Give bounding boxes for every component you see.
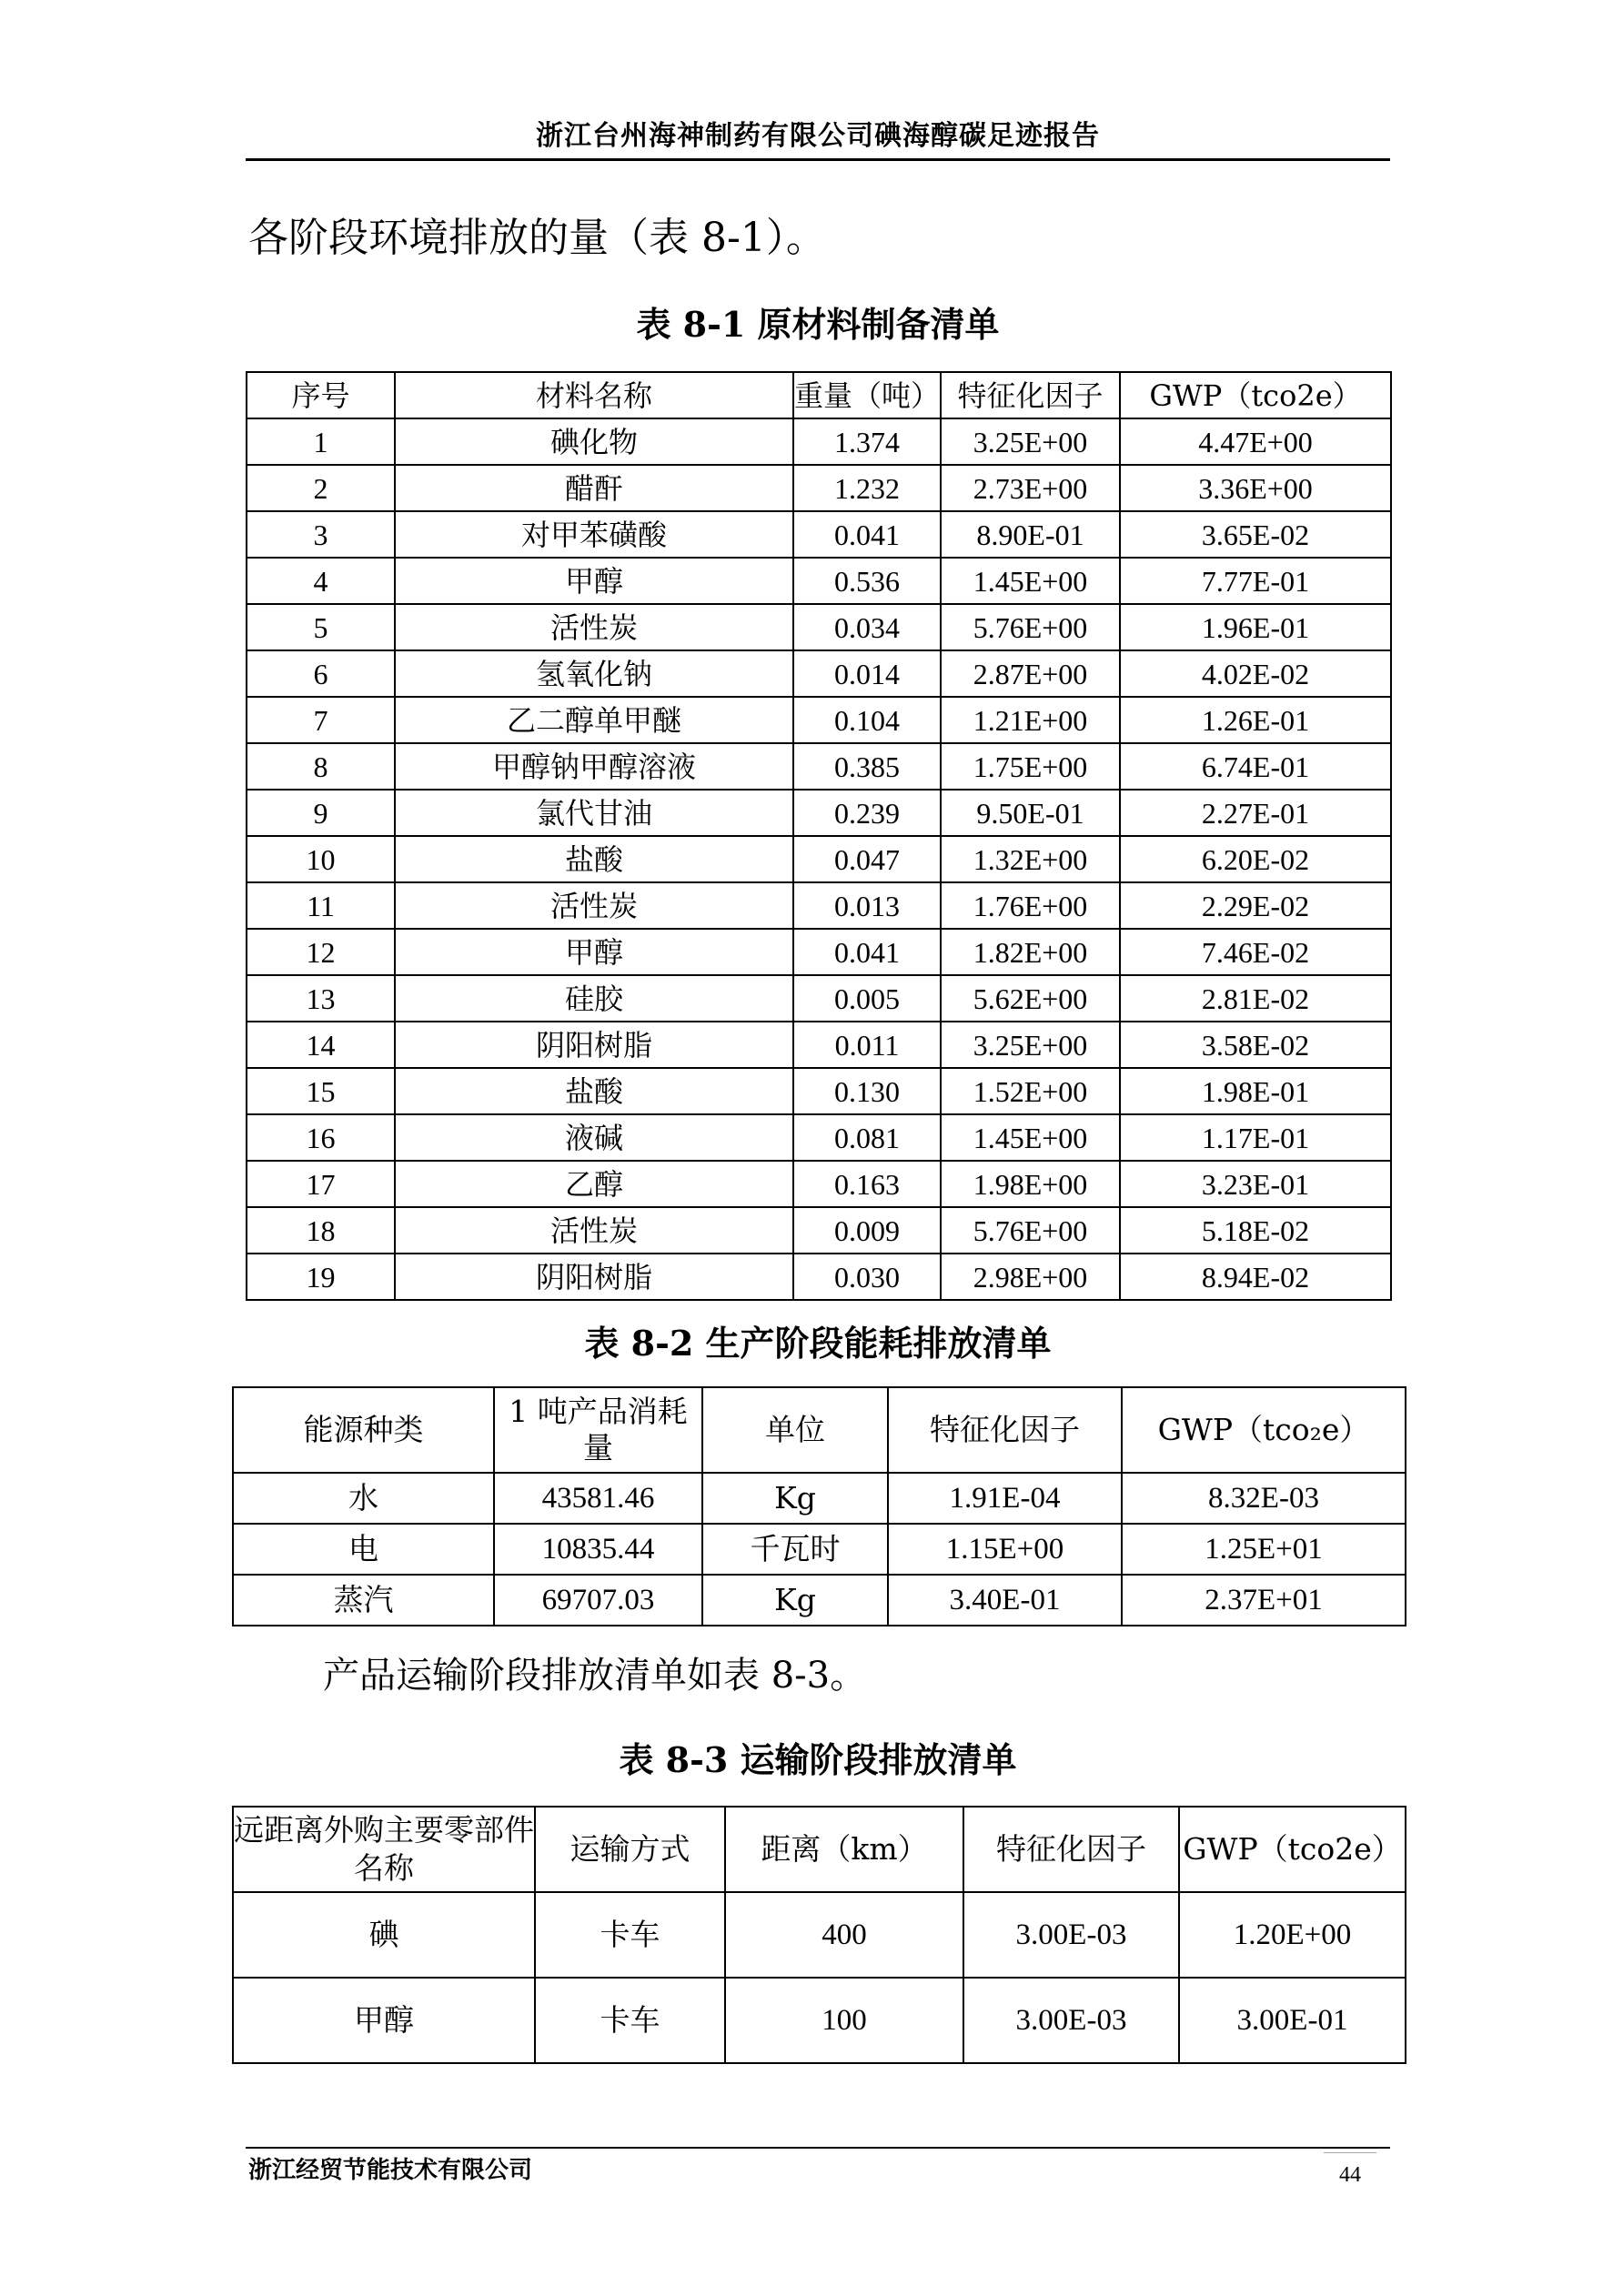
table-row [247,1161,1391,1207]
table-cell: 对甲苯磺酸 [395,511,793,558]
table-cell: 活性炭 [395,604,793,650]
table-cell: 10 [247,836,395,882]
table-cell: 6 [247,650,395,697]
table-cell: 2.29E-02 [1120,882,1391,929]
table-cell: 0.104 [793,697,941,743]
table-cell: 8.32E-03 [1122,1473,1406,1524]
table-cell: 碘化物 [395,418,793,465]
table-cell: 1.374 [793,418,941,465]
table-row [247,418,1391,465]
col-header-part-name: 远距离外购主要零部件名称 [233,1807,535,1892]
table-cell: 10835.44 [494,1524,702,1575]
table-row [247,975,1391,1022]
col-header-unit: 单位 [702,1387,888,1473]
table-cell: Kg [702,1575,888,1626]
table-cell: 9.50E-01 [941,790,1120,836]
table-header-row [233,1807,1406,1892]
header-rule [246,158,1390,161]
energy-consumption-table [232,1386,1406,1626]
table-cell: 醋酐 [395,465,793,511]
col-header-factor: 特征化因子 [963,1807,1179,1892]
table-row [247,743,1391,790]
table-cell: 2.87E+00 [941,650,1120,697]
table-cell: 1.20E+00 [1179,1892,1406,1978]
table-cell: 0.005 [793,975,941,1022]
table-cell: 1.17E-01 [1120,1114,1391,1161]
col-header-transport-mode: 运输方式 [535,1807,725,1892]
table-cell: 8.90E-01 [941,511,1120,558]
page-number: 44 [1339,2163,1361,2187]
table-cell: 1.25E+01 [1122,1524,1406,1575]
table-cell: 乙二醇单甲醚 [395,697,793,743]
table-cell: 2.27E-01 [1120,790,1391,836]
col-header-factor: 特征化因子 [941,372,1120,418]
table-cell: 1.96E-01 [1120,604,1391,650]
table-cell: 0.536 [793,558,941,604]
table-cell: 1.98E+00 [941,1161,1120,1207]
table-cell: 18 [247,1207,395,1254]
table-cell: 0.011 [793,1022,941,1068]
page-header-title: 浙江台州海神制药有限公司碘海醇碳足迹报告 [536,120,1100,152]
table-row [233,1978,1406,2063]
table-cell: 100 [725,1978,963,2063]
table-cell: 5.76E+00 [941,604,1120,650]
table-cell: 氯代甘油 [395,790,793,836]
footer-company: 浙江经贸节能技术有限公司 [248,2157,533,2184]
table-cell: 1.76E+00 [941,882,1120,929]
table-cell: 电 [233,1524,494,1575]
table-cell: 甲醇 [395,558,793,604]
raw-material-table [246,371,1392,1301]
table-row [233,1473,1406,1524]
table-cell: 0.081 [793,1114,941,1161]
col-header-gwp: GWP（tco2e） [1179,1807,1406,1892]
table-cell: 盐酸 [395,1068,793,1114]
table-cell: 3.58E-02 [1120,1022,1391,1068]
table-row [247,929,1391,975]
table-cell: 3.40E-01 [888,1575,1122,1626]
table-cell: 活性炭 [395,882,793,929]
table-row [247,882,1391,929]
col-header-index: 序号 [247,372,395,418]
col-header-consumption: 1 吨产品消耗量 [494,1387,702,1473]
table-row [233,1892,1406,1978]
table-cell: 15 [247,1068,395,1114]
table-cell: 1.98E-01 [1120,1068,1391,1114]
table-cell: 甲醇 [395,929,793,975]
table-row [247,511,1391,558]
table-cell: 1.82E+00 [941,929,1120,975]
table-cell: 7.46E-02 [1120,929,1391,975]
table-cell: 14 [247,1022,395,1068]
table-cell: 1.45E+00 [941,558,1120,604]
table-cell: 3.00E-01 [1179,1978,1406,2063]
table-cell: 0.047 [793,836,941,882]
table-cell: 0.163 [793,1161,941,1207]
table-cell: 6.74E-01 [1120,743,1391,790]
table-row [247,1114,1391,1161]
table-cell: 0.030 [793,1254,941,1300]
table-cell: 3.00E-03 [963,1978,1179,2063]
table-cell: 2 [247,465,395,511]
table-cell: 4 [247,558,395,604]
table-row [247,697,1391,743]
table-cell: 7 [247,697,395,743]
col-header-distance: 距离（km） [725,1807,963,1892]
table-cell: 水 [233,1473,494,1524]
table-row [247,558,1391,604]
table-cell: 3.23E-01 [1120,1161,1391,1207]
col-header-material: 材料名称 [395,372,793,418]
table-cell: 3.00E-03 [963,1892,1179,1978]
table-cell: 11 [247,882,395,929]
table-cell: 盐酸 [395,836,793,882]
col-header-gwp: GWP（tco₂e） [1122,1387,1406,1473]
table-cell: 阴阳树脂 [395,1022,793,1068]
table-cell: 3 [247,511,395,558]
table-cell: 1 [247,418,395,465]
table-cell: 1.52E+00 [941,1068,1120,1114]
table-cell: 0.385 [793,743,941,790]
table-cell: 氢氧化钠 [395,650,793,697]
table-cell: 0.014 [793,650,941,697]
table-cell: 0.041 [793,929,941,975]
table-cell: 5.62E+00 [941,975,1120,1022]
table-cell: 乙醇 [395,1161,793,1207]
table-row [247,650,1391,697]
table-cell: 0.034 [793,604,941,650]
table-cell: 1.32E+00 [941,836,1120,882]
table-cell: 1.15E+00 [888,1524,1122,1575]
table-cell: 43581.46 [494,1473,702,1524]
table-cell: 0.041 [793,511,941,558]
table-cell: 3.25E+00 [941,1022,1120,1068]
table-header-row [233,1387,1406,1473]
table-cell: 2.37E+01 [1122,1575,1406,1626]
table-cell: 2.73E+00 [941,465,1120,511]
table-row [247,465,1391,511]
table-cell: 69707.03 [494,1575,702,1626]
table-cell: 2.81E-02 [1120,975,1391,1022]
table-cell: 7.77E-01 [1120,558,1391,604]
col-header-factor: 特征化因子 [888,1387,1122,1473]
transport-table [232,1806,1406,2064]
table-cell: 9 [247,790,395,836]
table-row [233,1575,1406,1626]
table-cell: 3.25E+00 [941,418,1120,465]
table-cell: 5 [247,604,395,650]
footer-rule [246,2147,1390,2149]
table-cell: 1.91E-04 [888,1473,1122,1524]
table-cell: 硅胶 [395,975,793,1022]
col-header-weight: 重量（吨） [793,372,941,418]
table-cell: 17 [247,1161,395,1207]
table-cell: 液碱 [395,1114,793,1161]
table-cell: 活性炭 [395,1207,793,1254]
table-cell: 千瓦时 [702,1524,888,1575]
table-cell: 0.009 [793,1207,941,1254]
table3-caption: 表 8-3 运输阶段排放清单 [619,1739,1017,1780]
table-cell: 8.94E-02 [1120,1254,1391,1300]
table-cell: 5.76E+00 [941,1207,1120,1254]
table-cell: 3.36E+00 [1120,465,1391,511]
table-cell: 1.21E+00 [941,697,1120,743]
table-cell: 3.65E-02 [1120,511,1391,558]
table-cell: 16 [247,1114,395,1161]
table-cell: 卡车 [535,1892,725,1978]
table-cell: 阴阳树脂 [395,1254,793,1300]
intro-text-2: 产品运输阶段排放清单如表 8-3。 [323,1655,867,1697]
table-cell: Kg [702,1473,888,1524]
table-cell: 0.239 [793,790,941,836]
table-cell: 蒸汽 [233,1575,494,1626]
table-cell: 1.232 [793,465,941,511]
table1-caption: 表 8-1 原材料制备清单 [636,304,1000,345]
table-cell: 2.98E+00 [941,1254,1120,1300]
table-cell: 19 [247,1254,395,1300]
table-cell: 1.26E-01 [1120,697,1391,743]
intro-text: 各阶段环境排放的量（表 8-1）。 [248,215,826,261]
table2-caption: 表 8-2 生产阶段能耗排放清单 [584,1323,1052,1364]
table-cell: 5.18E-02 [1120,1207,1391,1254]
col-header-gwp: GWP（tco2e） [1120,372,1391,418]
table-row [247,790,1391,836]
table-cell: 1.45E+00 [941,1114,1120,1161]
table-header-row [247,372,1391,418]
table-row [247,1254,1391,1300]
table-row [247,1207,1391,1254]
table-cell: 甲醇 [233,1978,535,2063]
table-cell: 0.013 [793,882,941,929]
table-row [247,1022,1391,1068]
table-row [247,836,1391,882]
table-cell: 4.02E-02 [1120,650,1391,697]
table-row [247,1068,1391,1114]
table-cell: 4.47E+00 [1120,418,1391,465]
table-cell: 碘 [233,1892,535,1978]
table-cell: 卡车 [535,1978,725,2063]
table-cell: 6.20E-02 [1120,836,1391,882]
table-row [247,604,1391,650]
table-cell: 1.75E+00 [941,743,1120,790]
table-cell: 12 [247,929,395,975]
table-cell: 13 [247,975,395,1022]
table-cell: 400 [725,1892,963,1978]
col-header-energy-type: 能源种类 [233,1387,494,1473]
table-cell: 甲醇钠甲醇溶液 [395,743,793,790]
table-cell: 0.130 [793,1068,941,1114]
table-cell: 8 [247,743,395,790]
table-row [233,1524,1406,1575]
